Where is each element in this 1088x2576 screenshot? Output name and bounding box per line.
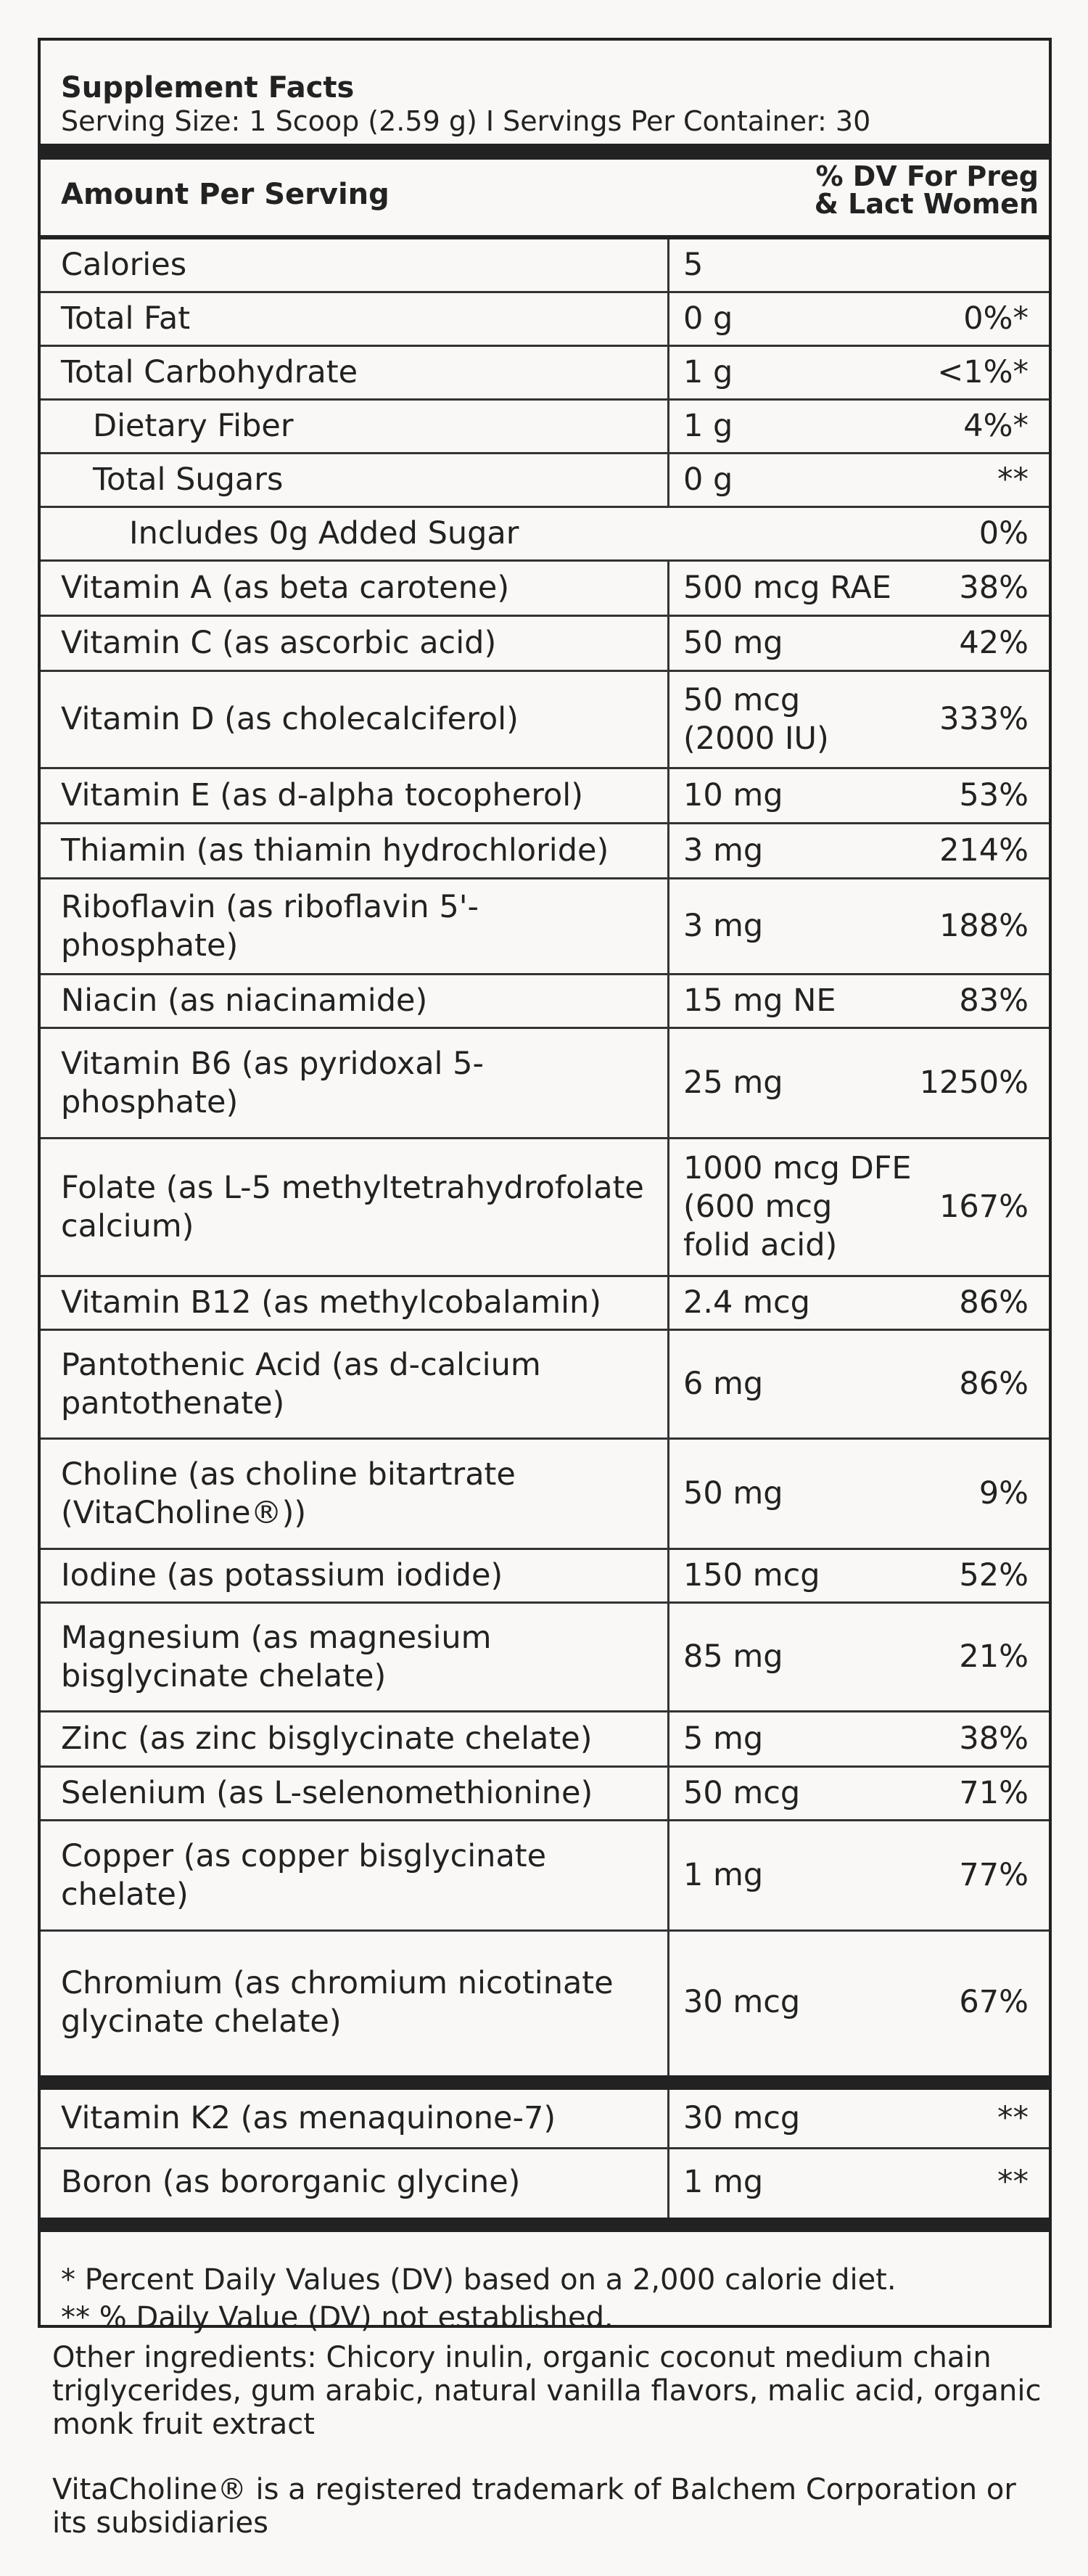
- nutrient-amount: 50 mcg (2000 IU): [683, 681, 829, 757]
- table-row: [41, 617, 1049, 672]
- nutrient-name: Choline (as choline bitartrate (VitaCholine®)): [61, 1456, 516, 1531]
- column-divider: [667, 769, 669, 824]
- table-row: [41, 1440, 1049, 1550]
- daily-value: 83%: [959, 983, 1029, 1019]
- nutrient-amount: 1 g: [683, 408, 733, 444]
- table-row: [41, 401, 1049, 454]
- daily-value: 86%: [959, 1366, 1029, 1402]
- column-divider: [667, 1029, 669, 1139]
- nutrient-amount: 3 mg: [683, 908, 764, 944]
- daily-value: 52%: [959, 1557, 1029, 1593]
- daily-value: **: [997, 2100, 1029, 2136]
- daily-value: 167%: [939, 1189, 1029, 1225]
- nutrient-amount: 500 mcg RAE: [683, 570, 891, 606]
- column-divider: [667, 1821, 669, 1932]
- divider-bar: [41, 2218, 1049, 2232]
- daily-value: **: [997, 2164, 1029, 2200]
- dv-header-line1: % DV For Preg: [815, 160, 1039, 192]
- footnote-not-established: ** % Daily Value (DV) not established.: [61, 2301, 614, 2334]
- nutrient-amount: 15 mg NE: [683, 983, 836, 1019]
- daily-value: 53%: [959, 777, 1029, 813]
- nutrient-amount: 0 g: [683, 462, 733, 498]
- daily-value: 188%: [939, 908, 1029, 944]
- nutrient-name: Total Carbohydrate: [61, 354, 358, 390]
- nutrient-amount: 30 mcg: [683, 1984, 801, 2020]
- daily-value: 9%: [978, 1475, 1029, 1511]
- column-divider: [667, 672, 669, 769]
- table-row: [41, 1550, 1049, 1604]
- column-divider: [667, 1932, 669, 2075]
- nutrient-name: Total Sugars: [93, 462, 284, 498]
- daily-value: 333%: [939, 701, 1029, 737]
- table-row: [41, 454, 1049, 508]
- column-divider: [667, 1712, 669, 1768]
- table-row: [41, 879, 1049, 975]
- daily-value: 21%: [959, 1638, 1029, 1675]
- nutrient-name: Copper (as copper bisglycinate chelate): [61, 1837, 547, 1913]
- table-row: [41, 1331, 1049, 1440]
- column-divider: [667, 1440, 669, 1550]
- daily-value: 71%: [959, 1775, 1029, 1811]
- daily-value: 67%: [959, 1984, 1029, 2020]
- column-divider: [667, 975, 669, 1029]
- daily-value: 38%: [959, 570, 1029, 606]
- table-row: [41, 1821, 1049, 1932]
- daily-value: 0%*: [963, 300, 1029, 337]
- daily-value: 77%: [959, 1857, 1029, 1893]
- nutrient-amount: 85 mg: [683, 1638, 783, 1675]
- nutrient-amount: 0 g: [683, 300, 733, 337]
- nutrient-amount: 50 mg: [683, 625, 783, 661]
- dv-header-line2: & Lact Women: [814, 188, 1039, 220]
- table-row: [41, 2149, 1049, 2218]
- nutrient-name: Total Fat: [61, 300, 191, 337]
- daily-value: 4%*: [963, 408, 1029, 444]
- table-row: [41, 293, 1049, 347]
- column-divider: [667, 562, 669, 617]
- trademark-notice: VitaCholine® is a registered trademark of Balchem Corporation or its subsidiaries: [52, 2473, 1016, 2540]
- nutrient-amount: 5 mg: [683, 1720, 764, 1757]
- daily-value: 1250%: [919, 1065, 1029, 1101]
- nutrient-name: Vitamin B6 (as pyridoxal 5-phosphate): [61, 1045, 485, 1120]
- table-row: [41, 1029, 1049, 1139]
- nutrient-amount: 3 mg: [683, 832, 764, 869]
- table-row: [41, 1932, 1049, 2075]
- nutrient-amount: 1 g: [683, 354, 733, 390]
- column-divider: [667, 1604, 669, 1712]
- table-row: [41, 1604, 1049, 1712]
- nutrient-amount: 1 mg: [683, 2164, 764, 2200]
- nutrient-name: Vitamin D (as cholecalciferol): [61, 701, 519, 737]
- nutrient-name: Thiamin (as thiamin hydrochloride): [61, 832, 609, 869]
- column-divider: [667, 1331, 669, 1440]
- nutrient-name: Riboflavin (as riboflavin 5'-phosphate): [61, 888, 479, 964]
- nutrient-name: Dietary Fiber: [93, 408, 294, 444]
- table-row: [41, 1139, 1049, 1277]
- nutrient-name: Magnesium (as magnesium bisglycinate chelate): [61, 1619, 492, 1694]
- nutrient-name: Calories: [61, 247, 187, 283]
- nutrient-name: Vitamin E (as d-alpha tocopherol): [61, 777, 583, 813]
- divider-bar: [41, 2075, 1049, 2090]
- table-row: [41, 239, 1049, 293]
- other-ingredients: Other ingredients: Chicory inulin, organic coconut medium chain triglycerides, gum arabic, natural vanilla flavors, malic acid, organic monk fruit extract: [52, 2341, 1042, 2441]
- nutrient-amount: [683, 508, 923, 559]
- nutrient-name: Selenium (as L-selenomethionine): [61, 1775, 593, 1811]
- column-divider: [667, 1277, 669, 1331]
- table-row: [41, 672, 1049, 769]
- nutrient-amount: 50 mg: [683, 1475, 783, 1511]
- nutrient-name: Vitamin C (as ascorbic acid): [61, 625, 497, 661]
- nutrient-name: Vitamin K2 (as menaquinone-7): [61, 2100, 556, 2136]
- nutrient-name: Iodine (as potassium iodide): [61, 1557, 503, 1593]
- table-row: [41, 508, 1049, 562]
- column-divider: [667, 1768, 669, 1821]
- nutrient-amount: 10 mg: [683, 777, 783, 813]
- serving-info: Serving Size: 1 Scoop (2.59 g) I Servings Per Container: 30: [61, 105, 871, 137]
- footnote-dv: * Percent Daily Values (DV) based on a 2,000 calorie diet.: [61, 2263, 897, 2297]
- table-row: [41, 824, 1049, 879]
- column-divider: [667, 879, 669, 975]
- column-divider: [667, 239, 669, 293]
- divider-bar: [41, 144, 1049, 160]
- nutrient-name: Chromium (as chromium nicotinate glycinate chelate): [61, 1964, 614, 2040]
- column-divider: [667, 2090, 669, 2149]
- column-divider: [667, 401, 669, 454]
- daily-value: 214%: [939, 832, 1029, 869]
- panel-title: Supplement Facts: [61, 71, 355, 104]
- supplement-facts-panel: [38, 38, 1052, 2334]
- daily-value: <1%*: [937, 354, 1029, 390]
- column-divider: [667, 824, 669, 879]
- column-divider: [667, 1550, 669, 1604]
- daily-value: 0%: [978, 515, 1029, 551]
- column-divider: [667, 617, 669, 672]
- nutrient-amount: 1000 mcg DFE (600 mcg folid acid): [683, 1150, 912, 1263]
- nutrient-name: Pantothenic Acid (as d-calcium pantothenate): [61, 1346, 541, 1422]
- nutrient-amount: 30 mcg: [683, 2100, 801, 2136]
- nutrient-amount: 150 mcg: [683, 1557, 820, 1593]
- table-row: [41, 769, 1049, 824]
- nutrient-name: Vitamin A (as beta carotene): [61, 570, 510, 606]
- nutrient-amount: 6 mg: [683, 1366, 764, 1402]
- nutrient-name: Folate (as L-5 methyltetrahydrofolate calcium): [61, 1169, 644, 1244]
- daily-value: 38%: [959, 1720, 1029, 1757]
- daily-value: 86%: [959, 1284, 1029, 1321]
- nutrient-name: Niacin (as niacinamide): [61, 983, 428, 1019]
- nutrient-name: Boron (as bororganic glycine): [61, 2164, 521, 2200]
- table-row: [41, 2090, 1049, 2149]
- dv-header: [814, 160, 1039, 220]
- daily-value: 42%: [959, 625, 1029, 661]
- nutrient-amount: 5: [683, 247, 704, 283]
- column-divider: [667, 347, 669, 401]
- table-row: [41, 1277, 1049, 1331]
- table-row: [41, 562, 1049, 617]
- table-row: [41, 1712, 1049, 1768]
- nutrient-amount: 50 mcg: [683, 1775, 801, 1811]
- nutrient-name: Vitamin B12 (as methylcobalamin): [61, 1284, 602, 1321]
- column-divider: [667, 293, 669, 347]
- column-divider: [667, 2149, 669, 2218]
- table-row: [41, 347, 1049, 401]
- table-row: [41, 1768, 1049, 1821]
- nutrient-amount: 25 mg: [683, 1065, 783, 1101]
- column-divider: [667, 1139, 669, 1277]
- nutrient-amount: 1 mg: [683, 1857, 764, 1893]
- nutrient-name: Zinc (as zinc bisglycinate chelate): [61, 1720, 593, 1757]
- nutrient-amount: 2.4 mcg: [683, 1284, 810, 1321]
- amount-per-serving-header: Amount Per Serving: [61, 178, 390, 211]
- table-row: [41, 975, 1049, 1029]
- nutrient-name: Includes 0g Added Sugar: [129, 515, 519, 551]
- column-divider: [667, 454, 669, 508]
- daily-value: **: [997, 462, 1029, 498]
